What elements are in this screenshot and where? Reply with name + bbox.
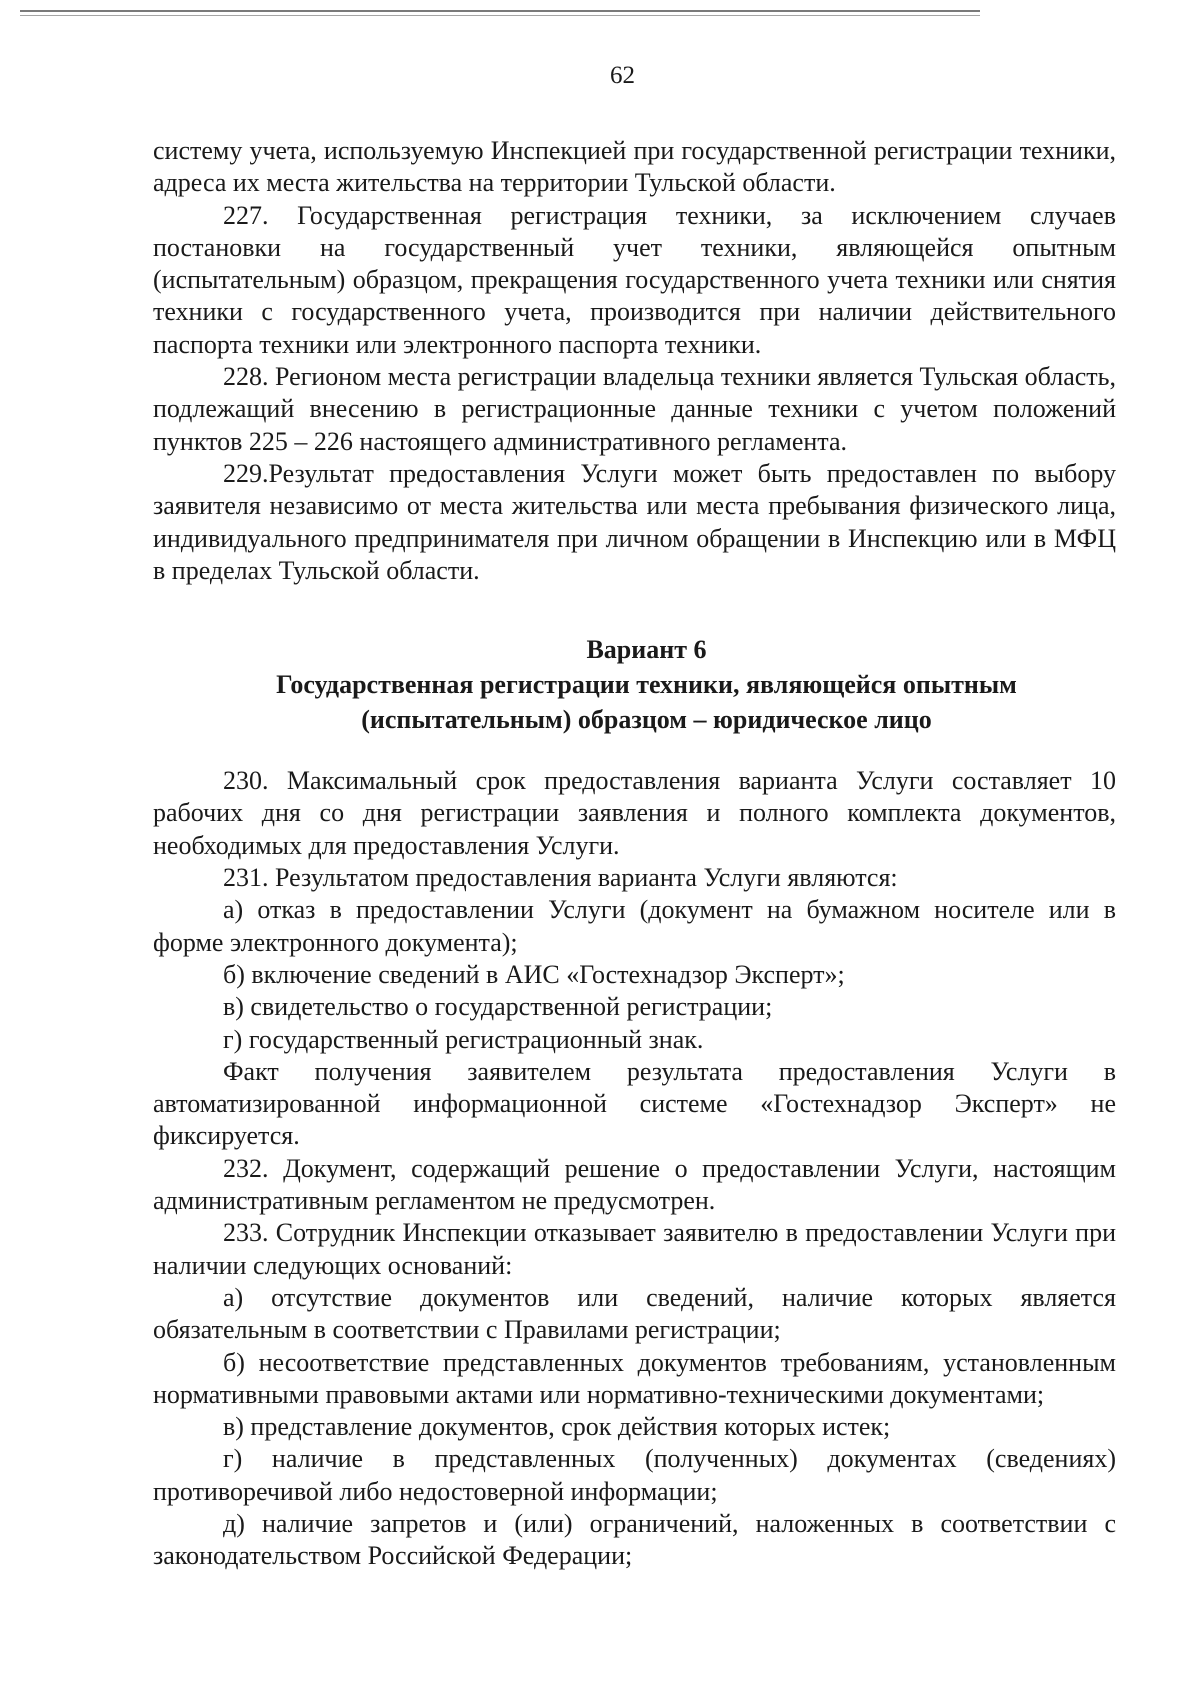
section-heading-title-line1: Государственная регистрации техники, являющейся опытным: [276, 670, 1017, 700]
paragraph-233-item-b: б) несоответствие представленных документов требованиям, установленным нормативными правовыми актами или нормативно-техническими документами;: [153, 1347, 1116, 1409]
paragraph-227: 227. Государственная регистрация техники, за исключением случаев постановки на государственный учет техники, являющейся опытным (испытательным) образцом, прекращения государственного учета техники или снятия техники с государственного учета, производится при наличии действительного паспорта техники или электронного паспорта техники.: [153, 200, 1116, 359]
section-heading-variant: Вариант 6: [586, 635, 707, 665]
paragraph-231-item-v: в) свидетельство о государственной регистрации;: [223, 992, 773, 1022]
section-heading-title-line2: (испытательным) образцом – юридическое лицо: [361, 705, 932, 735]
paragraph-230: 230. Максимальный срок предоставления варианта Услуги составляет 10 рабочих дня со дня регистрации заявления и полного комплекта документов, необходимых для предоставления Услуги.: [153, 766, 1116, 860]
document-body: [153, 135, 1116, 1573]
paragraph-228: 228. Регионом места регистрации владельца техники является Тульская область, подлежащий внесению в регистрационные данные техники с учетом положений пунктов 225 – 226 настоящего административного регламента.: [153, 362, 1116, 456]
paragraph-233: 233. Сотрудник Инспекции отказывает заявителю в предоставлении Услуги при наличии следующих оснований:: [153, 1218, 1116, 1280]
scan-edge-line-secondary: [20, 15, 980, 16]
paragraph-231-item-a: а) отказ в предоставлении Услуги (документ на бумажном носителе или в форме электронного документа);: [153, 895, 1116, 957]
page-number: 62: [610, 62, 635, 89]
section-heading: [153, 632, 1116, 737]
paragraph-231-item-b: б) включение сведений в АИС «Гостехнадзор Эксперт»;: [223, 959, 845, 989]
paragraph-231: 231. Результатом предоставления варианта Услуги являются:: [223, 863, 898, 893]
paragraph-233-item-v: в) представление документов, срок действия которых истек;: [223, 1412, 891, 1442]
paragraph-229: 229.Результат предоставления Услуги может быть предоставлен по выбору заявителя независимо от места жительства или места пребывания физического лица, индивидуального предпринимателя при личном обращении в Инспекцию или в МФЦ в пределах Тульской области.: [153, 458, 1116, 585]
paragraph-233-item-g: г) наличие в представленных (полученных) документах (сведениях) противоречивой либо недостоверной информации;: [153, 1444, 1116, 1506]
paragraph-233-item-d: д) наличие запретов и (или) ограничений, наложенных в соответствии с законодательством Российской Федерации;: [153, 1508, 1116, 1571]
paragraph-231-note: Факт получения заявителем результата предоставления Услуги в автоматизированной информационной системе «Гостехнадзор Эксперт» не фиксируется.: [153, 1056, 1116, 1151]
paragraph-continuation: систему учета, используемую Инспекцией при государственной регистрации техники, адреса их места жительства на территории Тульской области.: [153, 136, 1116, 198]
paragraph-232: 232. Документ, содержащий решение о предоставлении Услуги, настоящим административным регламентом не предусмотрен.: [153, 1153, 1116, 1216]
paragraph-233-item-a: а) отсутствие документов или сведений, наличие которых является обязательным в соответствии с Правилами регистрации;: [153, 1282, 1116, 1345]
paragraph-231-item-g: г) государственный регистрационный знак.: [223, 1024, 704, 1054]
scan-edge-line: [20, 10, 980, 12]
